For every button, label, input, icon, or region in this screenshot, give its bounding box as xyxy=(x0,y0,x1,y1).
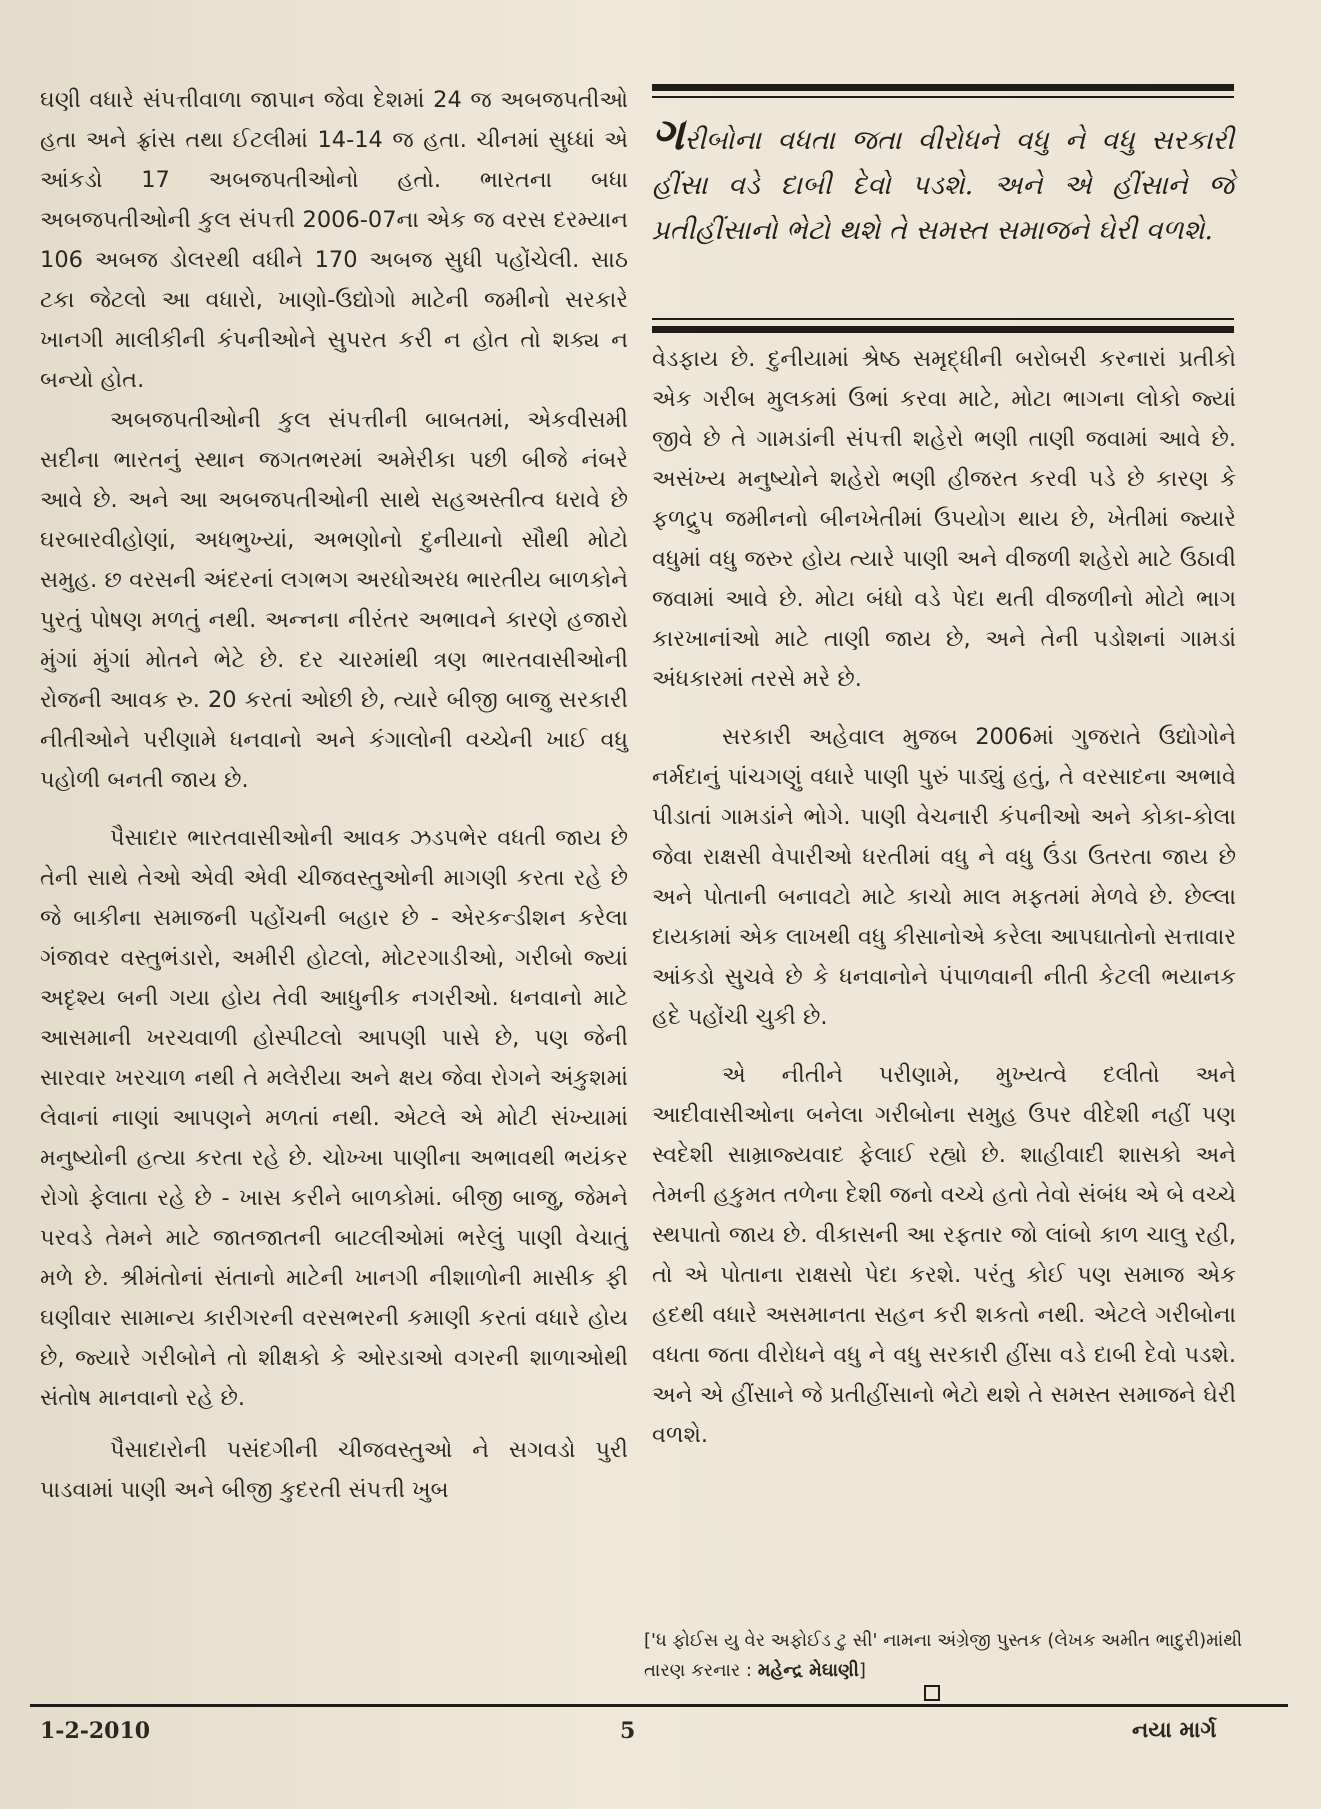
left-paragraph-2: અબજપતીઓની કુલ સંપત્તીની બાબતમાં, એકવીસમી સદીના ભારતનું સ્થાન જગતભરમાં અમેરીકા પછી બીજે નંબરે આવે છે. અને આ અબજપતીઓની સાથે સહઅસ્તીત્વ ધરાવે છે ઘરબારવીહોણાં, અધભુખ્યાં, અભણોનો દુનીયાનો સૌથી મોટો સમુહ. છ વરસની અંદરનાં લગભગ અરધોઅરધ ભારતીય બાળકોને પુરતું પોષણ મળતું નથી. અન્નના નીરંતર અભાવને કારણે હજારો મુંગાં મુંગાં મોતને ભેટે છે. દર ચારમાંથી ત્રણ ભારતવાસીઓની રોજની આવક રુ. 20 કરતાં ઓછી છે, ત્યારે બીજી બાજુ સરકારી નીતીઓને પરીણામે ધનવાનો અને કંગાલોની વચ્ચેની ખાઈ વધુ પહોળી બનતી જાય છે. xyxy=(40,407,628,793)
left-paragraph-1: ઘણી વધારે સંપત્તીવાળા જાપાન જેવા દેશમાં 24 જ અબજપતીઓ હતા અને ફ્રાંસ તથા ઈટલીમાં 14-14 જ હતા. ચીનમાં સુધ્ધાં એ આંકડો 17 અબજપતીઓનો હતો. ભારતના બધા અબજપતીઓની કુલ સંપત્તી 2006-07ના એક જ વરસ દરમ્યાન 106 અબજ ડોલરથી વધીને 170 અબજ સુધી પહોંચેલી. સાઠ ટકા જેટલો આ વધારો, ખાણો-ઉદ્યોગો માટેની જમીનો સરકારે ખાનગી માલીકીની કંપનીઓને સુપરત કરી ન હોત તો શક્ય ન બન્યો હોત. xyxy=(40,87,628,393)
pull-quote-text: રીબોના વધતા જતા વીરોધને વધુ ને વધુ સરકારી હીંસા વડે દાબી દેવો પડશે. અને એ હીંસાને જે પ્રતીહીંસાનો ભેટો થશે તે સમસ્ત સમાજને ઘેરી વળશે. xyxy=(652,125,1234,246)
translation-credit xyxy=(644,1626,1244,1686)
left-paragraph-3: પૈસાદાર ભારતવાસીઓની આવક ઝડપભેર વધતી જાય છે તેની સાથે તેઓ એવી એવી ચીજવસ્તુઓની માગણી કરતા રહે છે જે બાકીના સમાજની પહોંચની બહાર છે - એરકન્ડીશન કરેલા ગંજાવર વસ્તુભંડારો, અમીરી હોટલો, મોટરગાડીઓ, ગરીબો જ્યાં અદૃશ્ય બની ગયા હોય તેવી આધુનીક નગરીઓ. ધનવાનો માટે આસમાની ખરચવાળી હોસ્પીટલો આપણી પાસે છે, પણ જેની સારવાર ખરચાળ નથી તે મલેરીયા અને ક્ષય જેવા રોગને અંકુશમાં લેવાનાં નાણાં આપણને મળતાં નથી. એટલે એ મોટી સંખ્યામાં મનુષ્યોની હત્યા કરતા રહે છે. ચોખ્ખા પાણીના અભાવથી ભયંકર રોગો ફેલાતા રહે છે - ખાસ કરીને બાળકોમાં. બીજી બાજુ, જેમને પરવડે તેમને માટે જાતજાતની બાટલીઓમાં ભરેલું પાણી વેચાતું મળે છે. શ્રીમંતોનાં સંતાનો માટેની ખાનગી નીશાળોની માસીક ફી ઘણીવાર સામાન્ય કારીગરની વરસભરની કમાણી કરતાં વધારે હોય છે, જ્યારે ગરીબોને તો શીક્ષકો કે ઓરડાઓ વગરની શાળાઓથી સંતોષ માનવાનો રહે છે. xyxy=(40,825,628,1411)
pullquote-top-rule-thin xyxy=(652,96,1234,98)
right-column xyxy=(652,339,1236,1455)
end-of-article-icon xyxy=(924,1685,940,1701)
credit-translator: મહેન્દ્ર મેઘાણી xyxy=(757,1660,859,1681)
footer-rule xyxy=(30,1704,1288,1707)
pullquote-bottom-rule-thick xyxy=(652,326,1234,333)
issue-date: 1-2-2010 xyxy=(40,1718,151,1744)
pullquote-top-rule-thick xyxy=(652,84,1234,91)
right-paragraph-2: સરકારી અહેવાલ મુજબ 2006માં ગુજરાતે ઉદ્યોગોને નર્મદાનું પાંચગણું વધારે પાણી પુરું પાડ્યું હતું, તે વરસાદના અભાવે પીડાતાં ગામડાંને ભોગે. પાણી વેચનારી કંપનીઓ અને કોકા-કોલા જેવા રાક્ષસી વેપારીઓ ધરતીમાં વધુ ને વધુ ઉંડા ઉતરતા જાય છે અને પોતાની બનાવટો માટે કાચો માલ મફતમાં મેળવે છે. છેલ્લા દાયકામાં એક લાખથી વધુ કીસાનોએ કરેલા આપઘાતોનો સત્તાવાર આંકડો સુચવે છે કે ધનવાનોને પંપાળવાની નીતી કેટલી ભયાનક હદે પહોંચી ચુકી છે. xyxy=(652,724,1236,1030)
pullquote-bottom-rule-thin xyxy=(652,318,1234,320)
pull-quote xyxy=(652,109,1234,253)
credit-close: ] xyxy=(858,1660,866,1681)
right-paragraph-1: વેડફાય છે. દુનીયામાં શ્રેષ્ઠ સમૃદ્ધીની બરોબરી કરનારાં પ્રતીકો એક ગરીબ મુલકમાં ઉભાં કરવા માટે, મોટા ભાગના લોકો જ્યાં જીવે છે તે ગામડાંની સંપત્તી શહેરો ભણી તાણી જવામાં આવે છે. અસંખ્ય મનુષ્યોને શહેરો ભણી હીજરત કરવી પડે છે કારણ કે ફળદ્રુપ જમીનનો બીનખેતીમાં ઉપયોગ થાય છે, ખેતીમાં જ્યારે વધુમાં વધુ જરુર હોય ત્યારે પાણી અને વીજળી શહેરો માટે ઉઠાવી જવામાં આવે છે. મોટા બંધો વડે પેદા થતી વીજળીનો મોટો ભાગ કારખાનાંઓ માટે તાણી જાય છે, અને તેની પડોશનાં ગામડાં અંધકારમાં તરસે મરે છે. xyxy=(652,346,1236,692)
left-column xyxy=(40,80,628,1510)
credit-text: ['ધ ફોઈસ યુ વેર અફોઈડ ટુ સી' નામના અંગ્રેજી પુસ્તક (લેખક અમીત ભાદુરી)માંથી તારણ કરનાર : xyxy=(644,1630,1243,1681)
page-number: 5 xyxy=(620,1718,636,1744)
left-paragraph-4: પૈસાદારોની પસંદગીની ચીજવસ્તુઓ ને સગવડો પુરી પાડવામાં પાણી અને બીજી કુદરતી સંપત્તી ખુબ xyxy=(40,1437,628,1503)
publication-name: નયા માર્ગ xyxy=(1132,1718,1217,1743)
pull-quote-dropcap: ગ xyxy=(652,109,685,160)
right-paragraph-3: એ નીતીને પરીણામે, મુખ્યત્વે દલીતો અને આદીવાસીઓના બનેલા ગરીબોના સમુહ ઉપર વીદેશી નહીં પણ સ્વદેશી સામ્રાજ્યવાદ ફેલાઈ રહ્યો છે. શાહીવાદી શાસકો અને તેમની હકુમત તળેના દેશી જનો વચ્ચે હતો તેવો સંબંધ એ બે વચ્ચે સ્થપાતો જાય છે. વીકાસની આ રફતાર જો લાંબો કાળ ચાલુ રહી, તો એ પોતાના રાક્ષસો પેદા કરશે. પરંતુ કોઈ પણ સમાજ એક હદથી વધારે અસમાનતા સહન કરી શકતો નથી. એટલે ગરીબોના વધતા જતા વીરોધને વધુ ને વધુ સરકારી હીંસા વડે દાબી દેવો પડશે. અને એ હીંસાને જે પ્રતીહીંસાનો ભેટો થશે તે સમસ્ત સમાજને ઘેરી વળશે. xyxy=(652,1062,1236,1448)
